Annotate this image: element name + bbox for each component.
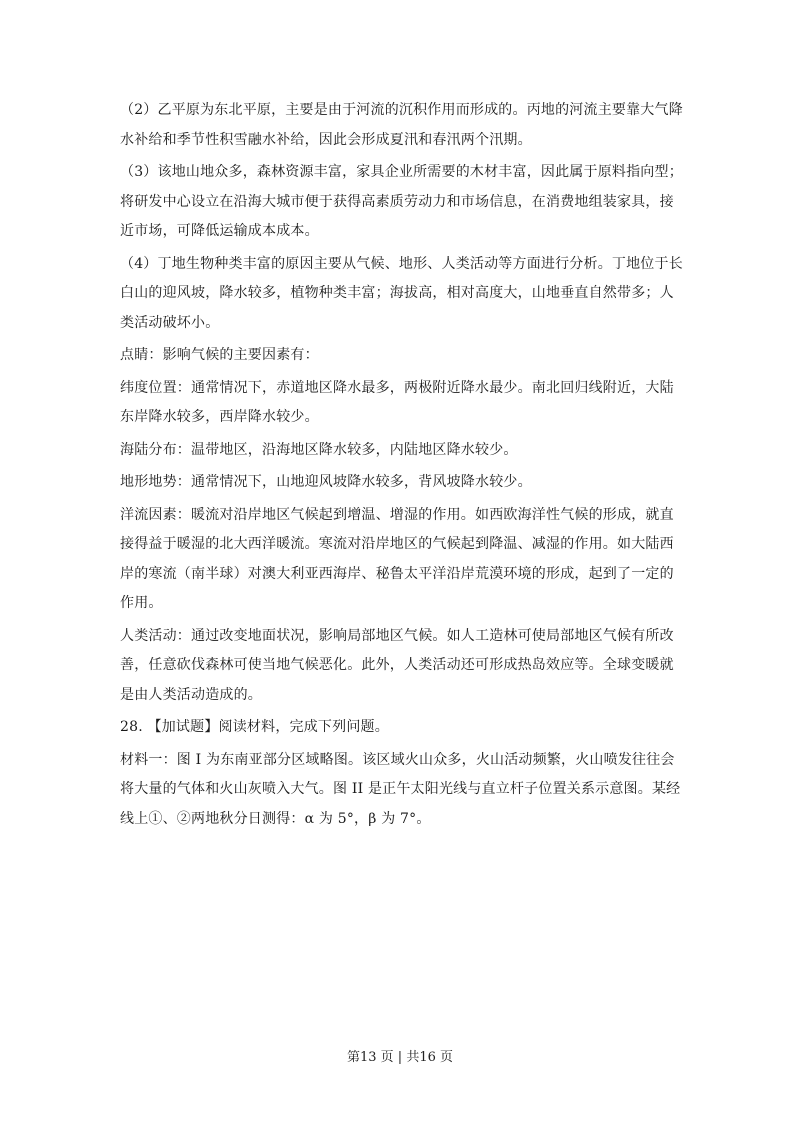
paragraph bbox=[120, 341, 686, 371]
text-line: 线上①、②两地秋分日测得：α 为 5°，β 为 7°。 bbox=[120, 810, 431, 827]
text-line: 岸的寒流（南半球）对澳大利亚西海岸、秘鲁太平洋沿岸荒漠环境的形成，起到了一定的 bbox=[120, 565, 674, 582]
paragraph bbox=[120, 622, 686, 711]
text-line: 将研发中心设立在沿海大城市便于获得高素质劳动力和市场信息，在消费地组装家具，接 bbox=[120, 193, 674, 210]
paragraph bbox=[120, 713, 686, 743]
text-line: 点睛：影响气候的主要因素有： bbox=[120, 347, 319, 363]
document-body bbox=[120, 96, 686, 837]
text-line: 纬度位置：通常情况下，赤道地区降水最多，两极附近降水最少。南北回归线附近，大陆 bbox=[120, 379, 674, 396]
text-line: 善，任意砍伐森林可使当地气候恶化。此外，人类活动还可形成热岛效应等。全球变暖就 bbox=[120, 657, 674, 673]
paragraph bbox=[120, 746, 686, 835]
text-line: 材料一：图 I 为东南亚部分区域略图。该区域火山众多，火山活动频繁，火山喷发往往会 bbox=[120, 751, 675, 768]
text-line: 是由人类活动造成的。 bbox=[120, 686, 262, 703]
paragraph bbox=[120, 158, 686, 247]
text-line: 类活动破坏小。 bbox=[120, 314, 220, 331]
text-line: 作用。 bbox=[120, 595, 163, 611]
text-line: （4）丁地生物种类丰富的原因主要从气候、地形、人类活动等方面进行分析。丁地位于长 bbox=[120, 255, 683, 272]
text-line: 东岸降水较多，西岸降水较少。 bbox=[120, 409, 319, 425]
text-line: 地形地势：通常情况下，山地迎风坡降水较多，背风坡降水较少。 bbox=[120, 474, 532, 490]
text-line: 将大量的气体和火山灰喷入大气。图 II 是正午太阳光线与直立杆子位置关系示意图。某经 bbox=[120, 781, 681, 797]
paragraph bbox=[120, 96, 686, 155]
text-line: 近市场，可降低运输成本成本。 bbox=[120, 223, 319, 239]
text-line: （3）该地山地众多，森林资源丰富，家具企业所需要的木材丰富，因此属于原料指向型； bbox=[120, 164, 683, 180]
page-footer: 第13 页 | 共16 页 bbox=[347, 1050, 453, 1065]
paragraph bbox=[120, 468, 686, 498]
paragraph bbox=[120, 374, 686, 433]
paragraph bbox=[120, 501, 686, 619]
text-line: 白山的迎风坡，降水较多，植物种类丰富；海拔高，相对高度大，山地垂直自然带多；人 bbox=[120, 285, 674, 301]
text-line: 28. 【加试题】阅读材料，完成下列问题。 bbox=[120, 719, 389, 735]
paragraph bbox=[120, 250, 686, 339]
text-line: 洋流因素：暖流对沿岸地区气候起到增温、增湿的作用。如西欧海洋性气候的形成，就直 bbox=[120, 506, 674, 523]
paragraph bbox=[120, 436, 686, 466]
text-line: 人类活动：通过改变地面状况，影响局部地区气候。如人工造林可使局部地区气候有所改 bbox=[120, 627, 674, 644]
text-line: 接得益于暖湿的北大西洋暖流。寒流对沿岸地区的气候起到降温、减湿的作用。如大陆西 bbox=[120, 536, 674, 552]
text-line: 海陆分布：温带地区，沿海地区降水较多，内陆地区降水较少。 bbox=[120, 441, 518, 458]
text-line: （2）乙平原为东北平原，主要是由于河流的沉积作用而形成的。丙地的河流主要靠大气降 bbox=[120, 102, 683, 118]
text-line: 水补给和季节性积雪融水补给，因此会形成夏汛和春汛两个汛期。 bbox=[120, 131, 532, 148]
